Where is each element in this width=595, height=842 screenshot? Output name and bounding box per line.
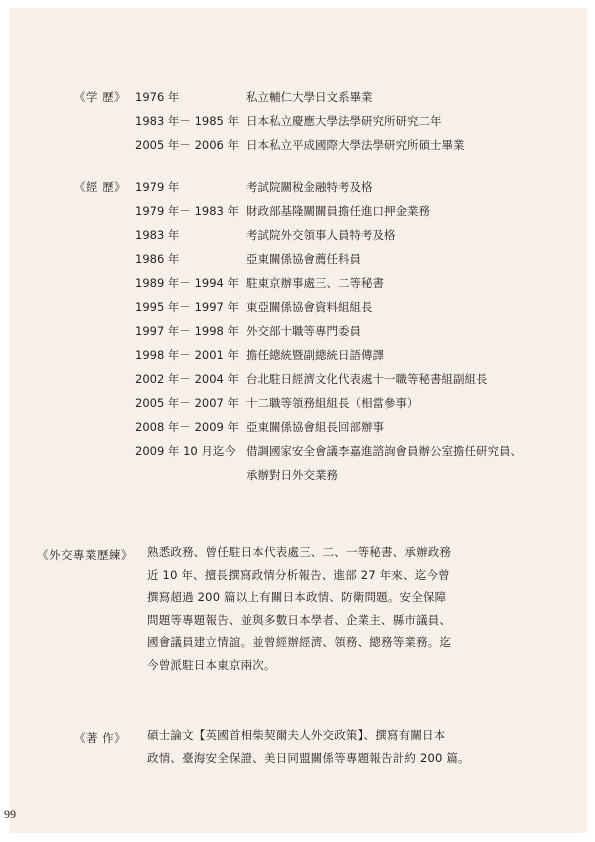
paragraph-line: 問題等專題報告、並與多數日本學者、企業主、縣市議員、 xyxy=(147,612,452,627)
row-date: 2009 年 10 月迄今 xyxy=(135,444,236,458)
row-desc: 借調國家安全會議李嘉進諮詢會員辦公室擔任研究員、 xyxy=(246,444,522,458)
row-desc: 擔任總統暨副總統日語傳譯 xyxy=(246,348,384,362)
education-label: 《学 歷》 xyxy=(74,90,127,104)
row-date: 1986 年 xyxy=(135,252,180,266)
row-desc: 考試院外交領事人員特考及格 xyxy=(246,228,396,242)
paragraph-line: 政情、臺海安全保證、美日同盟關係等專題報告計約 200 篇。 xyxy=(147,750,470,765)
paragraph-line: 今曾派駐日本東京兩次。 xyxy=(147,657,276,672)
row-desc: 財政部基隆關關員擔任進口押金業務 xyxy=(246,204,430,218)
row-date: 1976 年 xyxy=(135,90,180,104)
row-desc: 日本私立平成國際大學法學研究所碩士畢業 xyxy=(246,138,465,152)
row-desc: 考試院關稅金融特考及格 xyxy=(246,180,373,194)
works-paragraph xyxy=(147,724,470,769)
row-date: 1997 年－ 1998 年 xyxy=(135,324,239,338)
row-desc: 外交部十職等專門委員 xyxy=(246,324,361,338)
row-desc: 台北駐日經濟文化代表處十一職等秘書組副組長 xyxy=(246,372,488,386)
page-background xyxy=(10,8,587,833)
row-desc: 東亞關係協會資料組組長 xyxy=(246,300,373,314)
row-date: 1979 年－ 1983 年 xyxy=(135,204,239,218)
row-date: 2005 年－ 2006 年 xyxy=(135,138,239,152)
paragraph-line: 碩士論文【英國首相柴契爾夫人外交政策】、撰寫有關日本 xyxy=(147,728,446,742)
row-date: 1998 年－ 2001 年 xyxy=(135,348,239,362)
works-label: 《著 作》 xyxy=(74,731,127,745)
row-date: 2008 年－ 2009 年 xyxy=(135,420,239,434)
row-desc: 十二職等領務組組長（相當參事） xyxy=(246,396,419,410)
row-date: 1983 年 xyxy=(135,228,180,242)
row-desc: 承辦對日外交業務 xyxy=(246,468,338,482)
diplomatic-label: 《外交專業歷練》 xyxy=(37,548,133,562)
diplomatic-paragraph xyxy=(147,541,451,676)
row-date: 1989 年－ 1994 年 xyxy=(135,276,239,290)
row-date: 1983 年－ 1985 年 xyxy=(135,114,239,128)
row-desc: 亞東關係協會組長回部辦事 xyxy=(246,420,384,434)
experience-label: 《經 歷》 xyxy=(74,180,127,194)
row-date: 1995 年－ 1997 年 xyxy=(135,300,239,314)
row-date: 2002 年－ 2004 年 xyxy=(135,372,239,386)
paragraph-line: 撰寫超過 200 篇以上有關日本政情、防衛問題。安全保障 xyxy=(147,590,447,604)
page-number: 99 xyxy=(4,807,16,821)
row-desc: 私立輔仁大學日文系畢業 xyxy=(246,90,373,104)
paragraph-line: 國會議員建立情誼。並曾經辦經濟、領務、總務等業務。迄 xyxy=(147,635,452,649)
row-date: 2005 年－ 2007 年 xyxy=(135,396,239,410)
row-date: 1979 年 xyxy=(135,180,180,194)
row-desc: 日本私立慶應大學法學研究所研究二年 xyxy=(246,114,442,128)
row-desc: 駐東京辦事處三、二等秘書 xyxy=(246,276,384,290)
row-desc: 亞東關係協會薦任科員 xyxy=(246,252,361,266)
paragraph-line: 熟悉政務、曾任駐日本代表處三、二、一等秘書、承辦政務 xyxy=(147,545,452,559)
paragraph-line: 近 10 年、擅長撰寫政情分析報告、進部 27 年來、迄今曾 xyxy=(147,567,450,582)
